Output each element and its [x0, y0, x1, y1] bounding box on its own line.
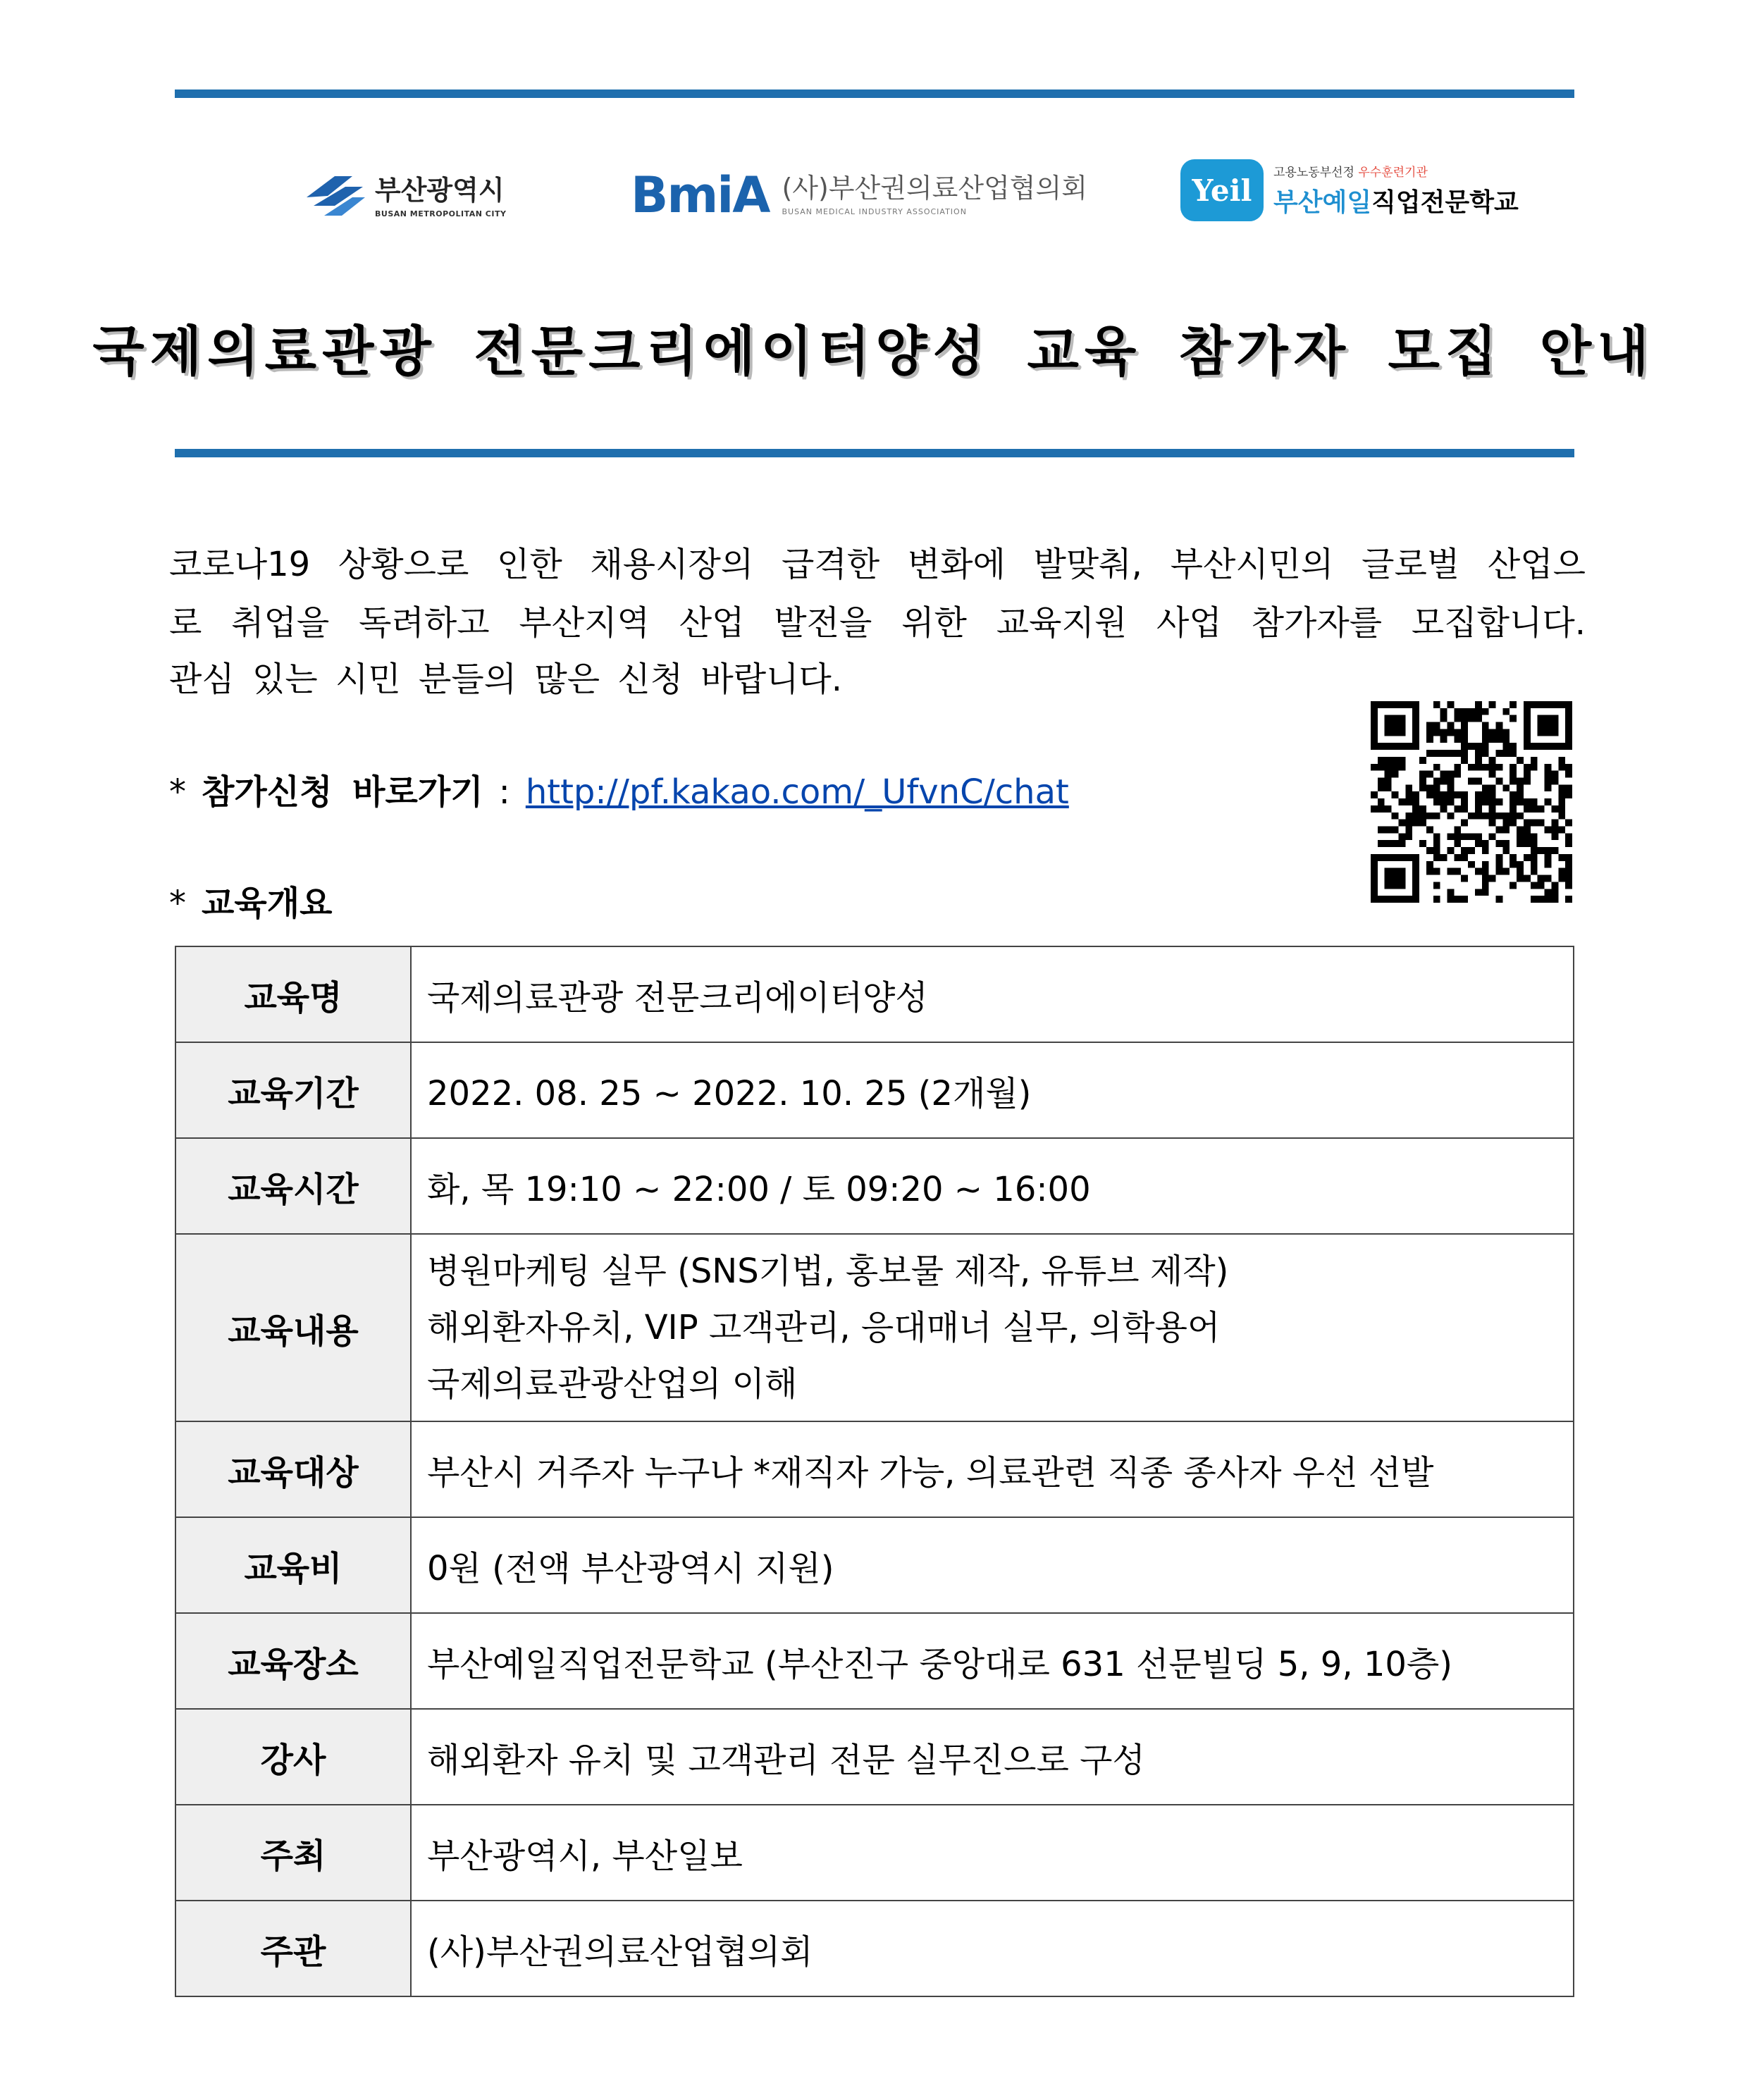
- yeil-school-name: [1273, 183, 1519, 218]
- yeil-tag-prefix: 고용노동부선정: [1273, 166, 1359, 180]
- overview-heading: [169, 876, 332, 925]
- apply-bullet: *: [169, 772, 186, 812]
- busan-city-emblem-icon: [303, 169, 366, 226]
- table-row: [175, 1901, 1574, 1996]
- yeil-name-highlight: 부산예일: [1273, 188, 1372, 217]
- row-label: 교육시간: [175, 1138, 411, 1234]
- table-row: [175, 1138, 1574, 1234]
- yeil-name-rest: 직업전문학교: [1371, 188, 1519, 217]
- row-value: (사)부산권의료산업협의회: [411, 1901, 1574, 1996]
- table-row: [175, 1421, 1574, 1517]
- intro-line-1: 코로나19 상황으로 인한 채용시장의 급격한 변화에 발맞춰, 부산시민의 글로벌 산업으: [169, 545, 1586, 584]
- content-line: 국제의료관광산업의 이해: [427, 1364, 798, 1404]
- intro-line-3: 관심 있는 시민 분들의 많은 신청 바랍니다.: [169, 660, 843, 699]
- row-label: 주관: [175, 1901, 411, 1996]
- yeil-logo: [1180, 159, 1519, 221]
- intro-line-2: 로 취업을 독려하고 부산지역 산업 발전을 위한 교육지원 사업 참가자를 모집합니다.: [169, 603, 1586, 643]
- table-row: [175, 1042, 1574, 1138]
- apply-label: 참가신청 바로가기: [202, 772, 483, 812]
- yeil-badge: Yeil: [1180, 159, 1264, 221]
- yeil-tagline: [1273, 162, 1519, 180]
- row-label: 교육비: [175, 1517, 411, 1613]
- table-row: [175, 946, 1574, 1042]
- info-table: [175, 946, 1574, 1997]
- row-label: 교육장소: [175, 1613, 411, 1709]
- overview-heading-text: 교육개요: [202, 884, 333, 923]
- row-label: 주최: [175, 1805, 411, 1901]
- bmia-logo: [631, 166, 1087, 224]
- table-row: [175, 1613, 1574, 1709]
- bmia-name: (사)부산권의료산업협의회: [782, 172, 1087, 204]
- table-row: [175, 1234, 1574, 1421]
- row-value: 해외환자 유치 및 고객관리 전문 실무진으로 구성: [411, 1709, 1574, 1805]
- apply-colon: :: [498, 772, 510, 812]
- table-row: [175, 1709, 1574, 1805]
- row-value: [411, 1234, 1574, 1421]
- qr-code-icon[interactable]: [1371, 701, 1572, 903]
- title-divider: [175, 449, 1574, 457]
- page-title: 국제의료관광 전문크리에이터양성 교육 참가자 모집 안내: [92, 320, 1655, 383]
- busan-city-logo: [303, 169, 506, 226]
- busan-city-english: BUSAN METROPOLITAN CITY: [375, 209, 507, 218]
- apply-row: [169, 765, 1069, 813]
- content-line: 병원마케팅 실무 (SNS기법, 홍보물 제작, 유튜브 제작): [427, 1252, 1229, 1291]
- row-value: 2022. 08. 25 ~ 2022. 10. 25 (2개월): [411, 1042, 1574, 1138]
- yeil-tag-highlight: 우수훈련기관: [1358, 166, 1428, 180]
- row-label: 교육기간: [175, 1042, 411, 1138]
- row-value: 국제의료관광 전문크리에이터양성: [411, 946, 1574, 1042]
- busan-city-name: 부산광역시: [375, 174, 505, 206]
- bmia-english: BUSAN MEDICAL INDUSTRY ASSOCIATION: [782, 206, 967, 216]
- content-line: 해외환자유치, VIP 고객관리, 응대매너 실무, 의학용어: [427, 1308, 1221, 1347]
- bmia-wordmark: BmiA: [631, 166, 770, 224]
- row-value: 부산예일직업전문학교 (부산진구 중앙대로 631 선문빌딩 5, 9, 10층): [411, 1613, 1574, 1709]
- table-row: [175, 1517, 1574, 1613]
- row-value: 화, 목 19:10 ~ 22:00 / 토 09:20 ~ 16:00: [411, 1138, 1574, 1234]
- table-row: [175, 1805, 1574, 1901]
- row-label: 교육명: [175, 946, 411, 1042]
- row-label: 교육내용: [175, 1234, 411, 1421]
- top-divider: [175, 89, 1574, 98]
- row-value: 부산광역시, 부산일보: [411, 1805, 1574, 1901]
- row-value: 부산시 거주자 누구나 *재직자 가능, 의료관련 직종 종사자 우선 선발: [411, 1421, 1574, 1517]
- row-label: 교육대상: [175, 1421, 411, 1517]
- apply-link[interactable]: http://pf.kakao.com/_UfvnC/chat: [525, 772, 1069, 812]
- row-label: 강사: [175, 1709, 411, 1805]
- overview-bullet: *: [169, 884, 186, 923]
- row-value: 0원 (전액 부산광역시 지원): [411, 1517, 1574, 1613]
